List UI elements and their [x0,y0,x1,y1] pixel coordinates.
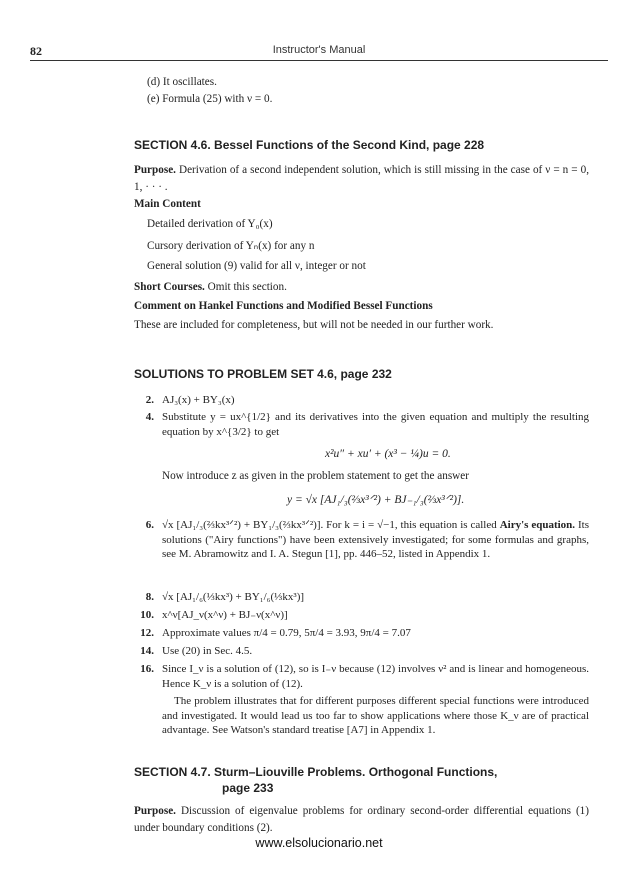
purpose-text: Discussion of eigenvalue problems for ordinary second-order differential equations (1) under boundary conditions (2). [134,805,589,834]
list-item: (d) It oscillates. [147,76,217,88]
problem-number: 6. [145,519,154,531]
short-courses [134,281,287,293]
purpose-paragraph [134,803,589,836]
problem-14 [134,644,589,659]
problem-number: 16. [140,663,154,675]
page-header [30,44,608,61]
purpose-label: Purpose. [134,805,176,817]
running-head: Instructor's Manual [272,44,366,56]
airy-equation-term: Airy's equation. [499,519,576,531]
problem-16-note: The problem illustrates that for different purposes different special functions were introduced and investigated. It would lead us too far to show applications where those K_ν are of practical advantage. See Watson's standard treatise [A7] in Appendix 1. [162,695,589,736]
problem-text: Its solutions ("Airy functions") have been extensively investigated; for some formulas and graphs, see M. Abramowitz and I. A. Stegun [1], pp. 446–52, listed in Appendix 1. [162,519,590,560]
content-item: Cursory derivation of Yₙ(x) for any n [147,240,315,252]
problem-text: x^ν[AJ_ν(x^ν) + BJ₋ν(x^ν)] [162,609,288,621]
section-heading: SECTION 4.6. Bessel Functions of the Second Kind, page 228 [134,138,485,152]
problem-text: Substitute y = ux^{1/2} and its derivatives into the given equation and multiply the resulting equation by x^{3/2} to get [162,411,589,438]
page-number: 82 [30,44,42,58]
problem-text: Since I_ν is a solution of (12), so is I₋ν because (12) involves ν² and is linear and homogeneous. Hence K_ν is a solution of (12). [162,663,589,690]
main-content-label: Main Content [134,198,201,210]
problem-number: 14. [140,645,154,657]
short-courses-label: Short Courses. [134,281,205,293]
problem-text: √x [AJ₁/₆(⅓kx³) + BY₁/₆(⅓kx³)] [162,591,305,603]
problem-2 [134,393,589,408]
section-heading: SECTION 4.7. Sturm–Liouville Problems. Orthogonal Functions, [134,765,498,779]
list-item: (e) Formula (25) with ν = 0. [147,93,273,105]
problem-text: √x [AJ₁/₃(⅔kx³ᐟ²) + BY₁/₃(⅔kx³ᐟ²)]. For k = i = √−1, this equation is called [162,519,497,531]
problem-number: 10. [140,609,154,621]
comment-label: Comment on Hankel Functions and Modified Bessel Functions [134,300,433,312]
problem-number: 8. [145,591,154,603]
problem-6 [134,518,589,562]
problem-text: AJ₃(x) + BY₃(x) [162,394,235,406]
purpose-paragraph [134,162,589,195]
problem-number: 12. [140,627,154,639]
problem-12 [134,626,589,641]
solutions-heading: SOLUTIONS TO PROBLEM SET 4.6, page 232 [134,367,392,381]
problem-text: Now introduce z as given in the problem statement to get the answer [162,470,469,482]
problem-16 [134,662,589,691]
comment-text: These are included for completeness, but will not be needed in our further work. [134,319,494,331]
problem-4 [134,410,589,439]
problem-10 [134,608,589,623]
section-heading-cont: page 233 [222,781,274,795]
purpose-text: Derivation of a second independent solution, which is still missing in the case of ν = n = 0, 1, · · · . [134,164,590,193]
problem-text: Use (20) in Sec. 4.5. [162,645,253,657]
equation: x²u″ + xu′ + (x³ − ¼)u = 0. [325,448,451,460]
purpose-label: Purpose. [134,164,176,176]
footer-link[interactable]: www.elsolucionario.net [255,836,383,850]
problem-number: 4. [145,411,154,423]
content-item: General solution (9) valid for all ν, integer or not [147,260,366,272]
content-item: Detailed derivation of Y₀(x) [147,218,273,230]
problem-8 [134,590,589,605]
problem-text: Approximate values π/4 = 0.79, 5π/4 = 3.93, 9π/4 = 7.07 [162,627,411,639]
problem-number: 2. [145,394,154,406]
short-courses-text: Omit this section. [207,281,287,293]
equation: y = √x [AJ₁/₃(⅔x³ᐟ²) + BJ₋₁/₃(⅔x³ᐟ²)]. [287,494,465,506]
